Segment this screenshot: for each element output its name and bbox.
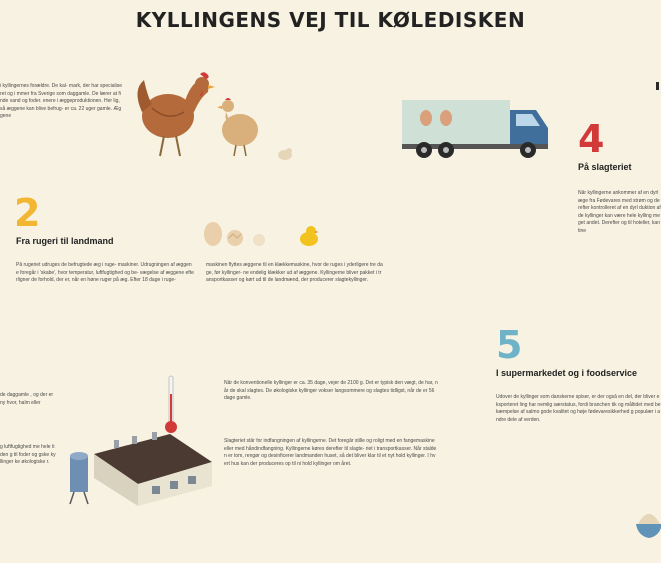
truck-icon [402,96,552,162]
step3-paragraph: g luftfugtighed me hele tiden g til foder og gske kyllinger ke økologiske r. [0,444,56,465]
hen-icon [130,68,220,163]
step3-text-c [224,380,438,418]
egg-icon [203,219,273,249]
page-title: KYLLINGENS VEJ TIL KØLEDISKEN [135,8,526,32]
step2-paragraph: maskinen flyttes æggene til en klækkemaskine, hvor de ruges i yderligere tre dage, før kyllinger- ne endelig klækker ud af æggene. Kyllingerne bliver pakket i transportkasser og kørt ud til de landmænd, der producerer slagtekyllinger. [206,262,383,283]
step3-paragraph: Når de konventionelle kyllinger er ca. 35 dage, vejer de 2100 g. Det er typisk den vægt, de har, når de skal slagtes. De økologiske kyllinger vokser langsommere og slagtes tidligst, når de er 56 dage gamle. [224,380,438,401]
step2-text-col2 [206,262,384,324]
step2-text-col1 [16,262,194,324]
hen-icon [216,92,268,158]
step3-paragraph: Slagteriet står for indfangningen af kyllingerne. Det foregår stille og roligt med en fangemaskine eller med håndindfangning. Kyllingerne køres derefter til slagte- riet i transportkasser. Når stalden er tom, rengør og desinficerer landmanden huset, så det bliver klar til et nyt hold kyllinger. I hvert hus kan der produceres op til ni hold kyllinger om året. [224,438,437,467]
step2-paragraph: På rugeriet udruges de befrugtede æg i ruge- maskiner. Udrugningen af æggene foregår i 'skabe', hvor temperatur, luftfugtighed og be- vægelse af æggene efterligner de forhold, der er, når en høne ruger på æg. Efter 18 dage i ruge- [16,262,194,283]
step5-heading: I supermarkedet og i foodservice [496,368,638,378]
step5-number: 5 [496,323,523,367]
step2-number: 2 [14,191,41,235]
step5-paragraph: Udover de kyllinger som danskerne spiser, er der også en del, der bliver eksporteret ling har nemlig særstatus, fordi branchen tik og måltidet med bekæmpelse af salmo gode kvalitet og høje fødevaresikkerhed g populær i andre dele af verden. [496,394,661,423]
step4-text [578,190,661,286]
corner-mark [656,82,659,90]
step3-paragraph: de daggamle , og der er ny hvor, halm eller [0,392,54,406]
step4-paragraph: Når kyllingerne ankommer af en dyrlæge fra Fødevares med strøm og derefter kontrolleret af en dyrl duktion af de kyllinger kan være hele kylling meget andet. Derefter og til hoteller, kantine [578,190,661,234]
barn-icon [66,430,216,510]
step3-text-b [0,444,56,526]
step3-text-d [224,438,438,528]
step5-text [496,394,661,470]
step3-text-a [0,392,54,430]
bowl-icon [636,500,661,540]
step1-paragraph: i kyllingernes forældre. De kal- mark, der har specialiseret og i mmer fra Sverige som daggamle. De lærer at finde vand og foder. enere i æggeproduktionen. Her lig, så æggene kan blive befrug- er ca. 22 uger gamle. Æggene [0,83,122,119]
step4-number: 4 [578,117,605,161]
chick-icon [276,146,294,160]
step4-heading: På slagteriet [578,162,632,172]
chick-icon [297,224,321,248]
step1-text [0,83,122,165]
step2-heading: Fra rugeri til landmand [16,236,114,246]
thermometer-icon [164,374,178,436]
